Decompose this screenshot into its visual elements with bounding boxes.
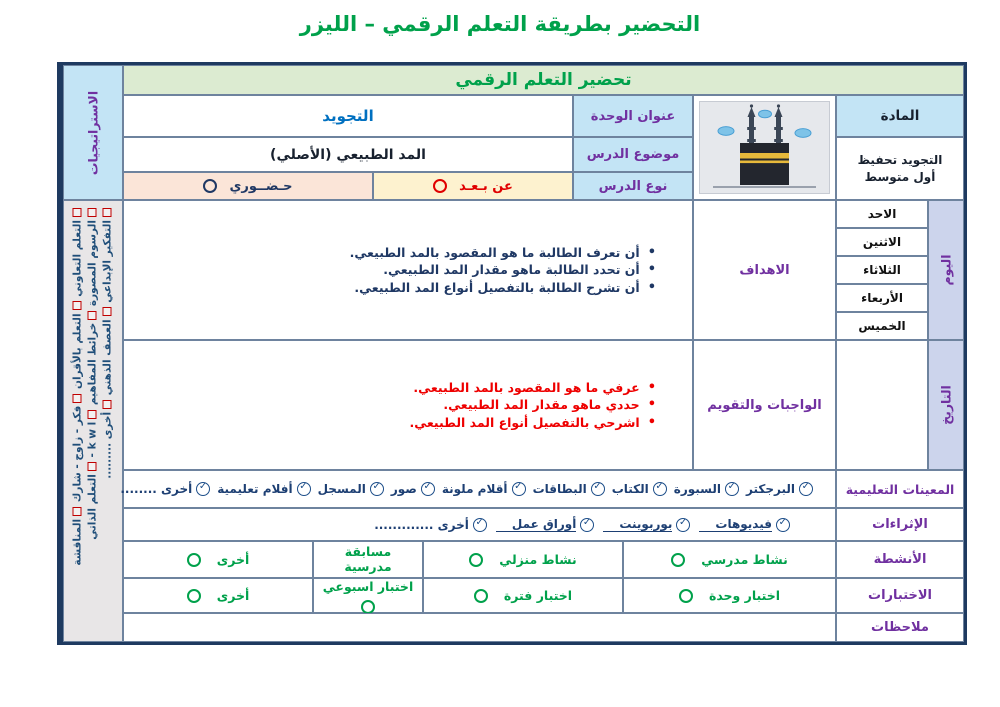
day-label: الثلاثاء <box>863 263 901 277</box>
activities-label-cell <box>836 541 964 578</box>
option-circle-icon[interactable] <box>187 589 201 603</box>
homework-text: • اشرحي بالتفصيل أنواع المد الطبيعي. <box>409 414 640 430</box>
notes-label: ملاحظات <box>871 620 929 635</box>
homework-label: الواجبات والتقويم <box>707 397 822 413</box>
day-column-header <box>928 200 964 340</box>
topic-label: موضوع الدرس <box>586 147 680 162</box>
enrichment-label-cell <box>836 508 964 541</box>
aids-label-cell <box>836 470 964 508</box>
strategy-item[interactable] <box>72 300 84 389</box>
aid-label: السبورة <box>673 482 722 496</box>
unit-value: التجويد <box>322 107 374 125</box>
activity-label: أخرى <box>216 552 250 567</box>
unit-label: عنوان الوحدة <box>590 108 676 124</box>
check-circle-icon[interactable] <box>580 518 594 532</box>
remote-label: عن بـعـد <box>459 178 513 194</box>
enrichment-label-text: الإثراءات <box>872 517 928 532</box>
day-label: الاحد <box>867 207 897 221</box>
strategy-label: خرائط المفاهيم <box>86 322 99 406</box>
aid-label: أخرى ........ <box>120 482 193 496</box>
enrichment-item[interactable] <box>374 518 487 532</box>
option-circle-icon[interactable] <box>679 589 693 603</box>
subject-value: التجويد تحفيظ أول متوسط <box>857 152 943 184</box>
strategy-item[interactable] <box>72 506 84 566</box>
topic-value-cell[interactable] <box>123 137 573 172</box>
aids-label: المعينات التعليمية <box>845 481 955 497</box>
checkbox-icon[interactable] <box>73 507 82 516</box>
test-unit-cell[interactable] <box>623 578 836 613</box>
strategy-item[interactable] <box>102 207 114 303</box>
date-value-cell[interactable] <box>836 340 928 470</box>
activity-label: مسابقة مدرسية <box>344 544 392 574</box>
aid-label: البرجكتر <box>746 482 795 496</box>
aid-item[interactable] <box>120 482 210 496</box>
strategy-item[interactable] <box>72 393 84 503</box>
aid-label: صور <box>390 482 417 496</box>
strategy-label: العصف الذهني <box>101 319 114 396</box>
activity-other-cell[interactable] <box>123 541 313 578</box>
strategy-label: التفكير الإبداعي <box>101 220 114 303</box>
strategy-label: فكر - زاوج - شارك <box>71 405 84 503</box>
activity-school-cell[interactable] <box>623 541 836 578</box>
checkbox-icon[interactable] <box>103 400 112 409</box>
table-header-title: تحضير التعلم الرقمي <box>455 70 632 90</box>
test-label: اختبار فترة <box>503 588 573 603</box>
test-label: اختبار وحدة <box>708 588 781 603</box>
homework-text: • حددي ماهو مقدار المد الطبيعي. <box>443 397 640 413</box>
kaaba-image <box>699 101 830 194</box>
enrichment-label: فيديوهات <box>699 517 772 532</box>
strategy-label: k w l - <box>86 421 99 458</box>
objective-item <box>350 244 656 262</box>
aid-item[interactable] <box>442 482 526 496</box>
strategy-item[interactable] <box>102 399 114 479</box>
strategy-label: أخرى ......... <box>101 411 114 479</box>
option-circle-icon[interactable] <box>469 553 483 567</box>
strategies-list <box>71 207 116 635</box>
strategy-item[interactable] <box>72 207 84 297</box>
strategy-label: التعلم التعاوني <box>71 220 84 297</box>
checkbox-icon[interactable] <box>73 394 82 403</box>
day-cell-thursday[interactable] <box>836 312 928 340</box>
notes-content-cell[interactable] <box>123 613 836 642</box>
sidebar-strategies-body <box>63 200 123 642</box>
aid-label: المسجل <box>317 482 366 496</box>
option-circle-icon[interactable] <box>187 553 201 567</box>
aid-item[interactable] <box>612 482 667 496</box>
checkbox-icon[interactable] <box>88 208 97 217</box>
day-cell-monday[interactable] <box>836 228 928 256</box>
homework-content-cell <box>123 340 693 470</box>
day-label: الاثنين <box>862 235 902 249</box>
option-circle-icon[interactable] <box>361 600 375 614</box>
enrichment-label: أخرى ............. <box>374 517 469 532</box>
check-circle-icon[interactable] <box>370 482 384 496</box>
strategy-item[interactable] <box>87 207 99 306</box>
checkbox-icon[interactable] <box>103 208 112 217</box>
activity-home-cell[interactable] <box>423 541 623 578</box>
strategy-label: الرسوم المصورة <box>86 220 99 307</box>
sidebar-title: الاستراتيجيات <box>85 90 101 175</box>
day-cell-tuesday[interactable] <box>836 256 928 284</box>
check-circle-icon[interactable] <box>776 518 790 532</box>
checkbox-icon[interactable] <box>88 462 97 471</box>
topic-value: المد الطبيعي (الأصلي) <box>270 146 426 163</box>
objectives-label-cell <box>693 200 836 340</box>
lesson-plan-table <box>57 62 967 645</box>
aid-item[interactable] <box>674 482 739 496</box>
date-column-label: التاريخ <box>938 385 954 425</box>
enrichment-label: أوراق عمل <box>496 517 576 532</box>
homework-item <box>443 396 656 414</box>
aid-label: أقلام ملونة <box>441 482 508 496</box>
activities-label: الأنشطة <box>873 552 927 567</box>
day-cell-sunday[interactable] <box>836 200 928 228</box>
aid-label: الكتاب <box>611 482 649 496</box>
enrichment-item[interactable] <box>496 517 594 532</box>
unit-value-cell[interactable] <box>123 95 573 137</box>
inperson-label: حـضــوري <box>229 178 293 194</box>
objective-item <box>354 279 656 297</box>
test-label: أخرى <box>216 588 250 603</box>
check-circle-icon[interactable] <box>196 482 210 496</box>
aid-item[interactable] <box>391 482 435 496</box>
check-circle-icon[interactable] <box>297 482 311 496</box>
topic-label-cell <box>573 137 693 172</box>
objective-text: • أن تعرف الطالبة ما هو المقصود بالمد الطبيعي. <box>349 244 640 260</box>
activity-label: نشاط مدرسي <box>701 552 788 567</box>
homework-label-cell <box>693 340 836 470</box>
test-weekly-cell[interactable] <box>313 578 423 613</box>
lesson-type-inperson-cell[interactable] <box>123 172 373 200</box>
check-circle-icon[interactable] <box>676 518 690 532</box>
option-circle-icon[interactable] <box>474 589 488 603</box>
objectives-content-cell <box>123 200 693 340</box>
strategy-label: التعلم الذاتي <box>86 474 99 540</box>
objective-text: • أن تحدد الطالبة ماهو مقدار المد الطبيعي. <box>383 262 640 278</box>
strategy-item[interactable] <box>102 306 114 395</box>
lesson-type-label-cell <box>573 172 693 200</box>
check-circle-icon[interactable] <box>473 518 487 532</box>
objectives-label: الاهداف <box>739 262 790 278</box>
tests-label-cell <box>836 578 964 613</box>
homework-item <box>409 414 656 432</box>
check-circle-icon[interactable] <box>512 482 526 496</box>
homework-item <box>413 379 656 397</box>
remote-option-circle-icon[interactable] <box>433 179 447 193</box>
strategy-label: المناقشة <box>71 518 84 566</box>
aid-item[interactable] <box>533 482 605 496</box>
strategy-item[interactable] <box>87 310 99 405</box>
check-circle-icon[interactable] <box>725 482 739 496</box>
aid-item[interactable] <box>746 482 813 496</box>
strategy-item[interactable] <box>87 409 99 458</box>
subject-value-cell[interactable] <box>836 137 964 200</box>
test-period-cell[interactable] <box>423 578 623 613</box>
aids-content-cell <box>120 470 836 508</box>
subject-label: المادة <box>880 108 920 124</box>
day-label: الخميس <box>858 319 906 333</box>
day-label: الأربعاء <box>861 291 903 305</box>
enrichment-content-cell <box>123 508 836 541</box>
enrichment-item[interactable] <box>699 517 790 532</box>
aid-label: أفلام تعليمية <box>217 482 293 496</box>
date-column-header <box>928 340 964 470</box>
lesson-type-label: نوع الدرس <box>598 178 668 194</box>
day-column-label: اليوم <box>938 254 954 286</box>
strategy-item[interactable] <box>87 461 99 540</box>
sidebar-strategies-header <box>63 65 123 200</box>
strategy-label: التعلم بالأقران <box>71 313 84 389</box>
activity-label: نشاط منزلي <box>499 552 577 567</box>
unit-label-cell <box>573 95 693 137</box>
enrichment-label: بوربوينت <box>603 517 672 532</box>
enrichment-item[interactable] <box>603 517 690 532</box>
checkbox-icon[interactable] <box>88 410 97 419</box>
document-title: التحضير بطريقة التعلم الرقمي – الليزر <box>299 12 701 36</box>
day-cell-wednesday[interactable] <box>836 284 928 312</box>
activity-contest-cell[interactable] <box>313 541 423 578</box>
aid-label: البطاقات <box>532 482 587 496</box>
notes-label-cell <box>836 613 964 642</box>
aid-item[interactable] <box>318 482 384 496</box>
objective-item <box>383 261 656 279</box>
subject-header-cell <box>836 95 964 137</box>
lesson-type-remote-cell[interactable] <box>373 172 573 200</box>
test-label: اختبار اسبوعي <box>322 579 414 594</box>
checkbox-icon[interactable] <box>103 307 112 316</box>
homework-text: • عرفي ما هو المقصود بالمد الطبيعي. <box>413 379 640 395</box>
checkbox-icon[interactable] <box>88 311 97 320</box>
check-circle-icon[interactable] <box>421 482 435 496</box>
checkbox-icon[interactable] <box>73 301 82 310</box>
check-circle-icon[interactable] <box>799 482 813 496</box>
aid-item[interactable] <box>217 482 310 496</box>
check-circle-icon[interactable] <box>591 482 605 496</box>
table-header <box>123 65 964 95</box>
checkbox-icon[interactable] <box>73 208 82 217</box>
check-circle-icon[interactable] <box>653 482 667 496</box>
tests-label: الاختبارات <box>868 588 933 603</box>
test-other-cell[interactable] <box>123 578 313 613</box>
objective-text: • أن تشرح الطالبة بالتفصيل أنواع المد الطبيعي. <box>354 279 640 295</box>
option-circle-icon[interactable] <box>671 553 685 567</box>
inperson-option-circle-icon[interactable] <box>203 179 217 193</box>
lesson-image-cell <box>693 95 836 200</box>
